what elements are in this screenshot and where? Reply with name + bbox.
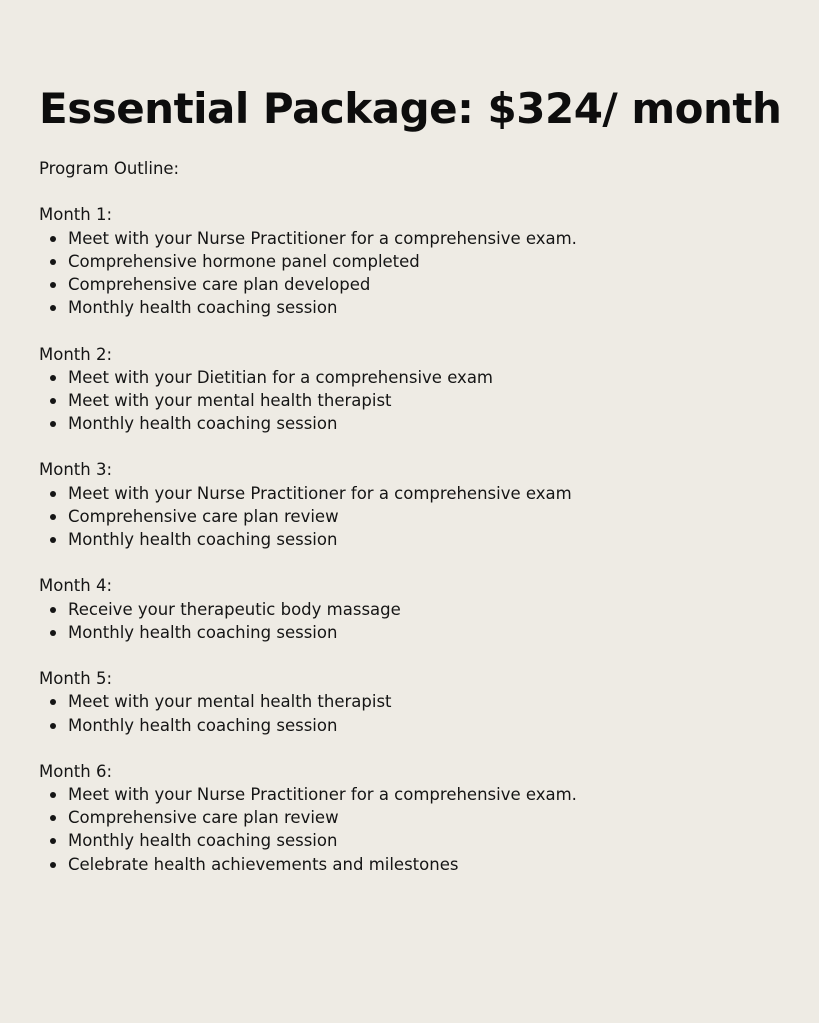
bullet-icon <box>50 838 56 844</box>
list-item <box>39 366 799 389</box>
list-item-text: Monthly health coaching session <box>68 298 338 318</box>
list-item <box>39 227 799 250</box>
list-item-text: Meet with your Nurse Practitioner for a comprehensive exam <box>68 483 572 503</box>
list-item-text: Monthly health coaching session <box>68 414 338 434</box>
month-section-5 <box>39 667 799 737</box>
month-section-3 <box>39 458 799 551</box>
bullet-icon <box>50 305 56 311</box>
bullet-icon <box>50 514 56 520</box>
month-section-2 <box>39 343 799 436</box>
list-item <box>39 690 799 713</box>
list-item-text: Monthly health coaching session <box>68 715 338 735</box>
bullet-icon <box>50 723 56 729</box>
list-item <box>39 829 799 852</box>
list-item <box>39 412 799 435</box>
month-section-4 <box>39 574 799 644</box>
list-item <box>39 621 799 644</box>
list-item-text: Monthly health coaching session <box>68 530 338 549</box>
list-item-text: Meet with your Nurse Practitioner for a comprehensive exam. <box>68 785 577 805</box>
bullet-icon <box>50 792 56 798</box>
list-item <box>39 783 799 806</box>
bullet-icon <box>50 259 56 265</box>
list-item-text: Monthly health coaching session <box>68 831 338 851</box>
list-item <box>39 806 799 829</box>
list-item <box>39 250 799 273</box>
month-item-list <box>39 690 799 736</box>
bullet-icon <box>50 537 56 543</box>
month-item-list <box>39 482 799 552</box>
list-item <box>39 528 799 551</box>
month-heading: Month 6: <box>39 761 113 781</box>
month-heading: Month 5: <box>39 669 113 689</box>
months-container <box>39 203 799 875</box>
list-item-text: Meet with your mental health therapist <box>68 692 392 712</box>
bullet-icon <box>50 398 56 404</box>
list-item-text: Comprehensive hormone panel completed <box>68 251 420 271</box>
list-item <box>39 296 799 319</box>
bullet-icon <box>50 421 56 427</box>
list-item <box>39 389 799 412</box>
list-item <box>39 482 799 505</box>
bullet-icon <box>50 862 56 868</box>
list-item-text: Comprehensive care plan developed <box>68 274 371 294</box>
bullet-icon <box>50 236 56 242</box>
list-item-text: Meet with your mental health therapist <box>68 390 392 410</box>
bullet-icon <box>50 630 56 636</box>
month-heading: Month 3: <box>39 460 113 480</box>
list-item-text: Monthly health coaching session <box>68 622 338 642</box>
month-section-1 <box>39 203 799 319</box>
bullet-icon <box>50 699 56 705</box>
outline-label: Program Outline: <box>39 159 180 178</box>
month-item-list <box>39 366 799 436</box>
list-item <box>39 598 799 621</box>
month-item-list <box>39 598 799 644</box>
bullet-icon <box>50 491 56 497</box>
bullet-icon <box>50 375 56 381</box>
list-item <box>39 853 799 876</box>
list-item-text: Meet with your Nurse Practitioner for a comprehensive exam. <box>68 228 577 248</box>
month-section-6 <box>39 760 799 876</box>
month-heading: Month 1: <box>39 205 113 225</box>
month-item-list <box>39 783 799 876</box>
list-item-text: Celebrate health achievements and milestones <box>68 854 459 874</box>
list-item <box>39 273 799 296</box>
list-item-text: Comprehensive care plan review <box>68 808 339 828</box>
list-item-text: Comprehensive care plan review <box>68 506 339 526</box>
bullet-icon <box>50 815 56 821</box>
list-item <box>39 505 799 528</box>
bullet-icon <box>50 282 56 288</box>
bullet-icon <box>50 607 56 613</box>
month-heading: Month 2: <box>39 344 113 364</box>
month-item-list <box>39 227 799 320</box>
list-item <box>39 714 799 737</box>
page-title: Essential Package: $324/ month <box>39 84 782 133</box>
month-heading: Month 4: <box>39 576 113 596</box>
list-item-text: Meet with your Dietitian for a comprehensive exam <box>68 367 494 387</box>
list-item-text: Receive your therapeutic body massage <box>68 599 401 619</box>
program-outline <box>39 157 799 876</box>
